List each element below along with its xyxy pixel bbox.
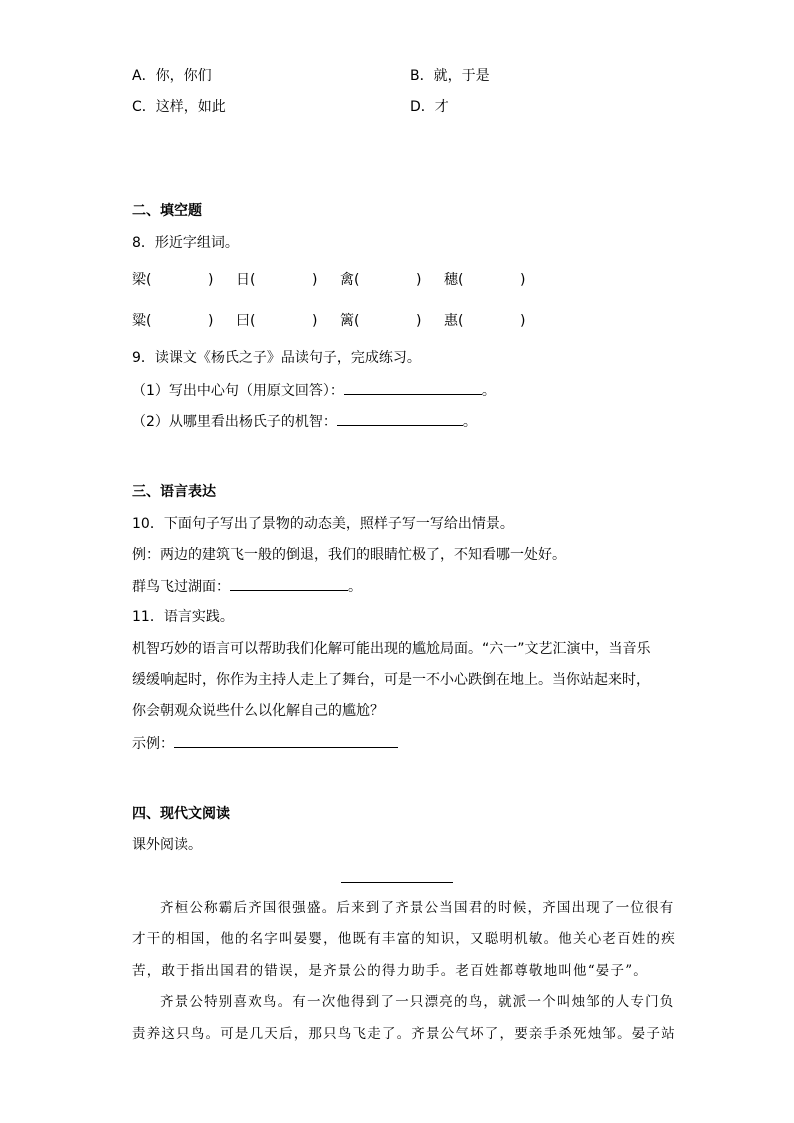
option-d: D．才 [410, 99, 449, 115]
word-cell-close: ) [312, 313, 318, 329]
question-9-stem: 9．读课文《杨氏之子》品读句子，完成练习。 [132, 350, 421, 366]
question-11-text-line-1: 机智巧妙的语言可以帮助我们化解可能出现的尴尬局面。“六一”文艺汇演中，当音乐 [132, 641, 651, 657]
word-cell-close: ) [416, 313, 422, 329]
passage-line-1: 齐桓公称霸后齐国很强盛。后来到了齐景公当国君的时候，齐国出现了一位很有 [160, 900, 675, 916]
answer-blank[interactable] [337, 411, 463, 426]
answer-blank[interactable] [230, 576, 348, 591]
question-9-part-1-label: （1）写出中心句（用原文回答）： [132, 383, 344, 399]
word-cell: 曰( [236, 313, 256, 329]
section-heading-modern-reading: 四、现代文阅读 [132, 806, 230, 822]
word-cell-close: ) [312, 272, 318, 288]
word-cell: 梁( [132, 272, 152, 288]
question-9-part-2-label: （2）从哪里看出杨氏子的机智： [132, 414, 337, 430]
word-cell: 粱( [132, 313, 152, 329]
period: 。 [348, 579, 362, 595]
word-cell-close: ) [208, 313, 214, 329]
question-10-example: 例：两边的建筑飞一般的倒退，我们的眼睛忙极了，不知看哪一处好。 [132, 547, 566, 563]
question-10-stem: 10．下面句子写出了景物的动态美，照样子写一写给出情景。 [132, 516, 514, 532]
question-10-prompt [132, 576, 362, 597]
passage-line-2: 才干的相国，他的名字叫晏婴，他既有丰富的知识，又聪明机敏。他关心老百姓的疾 [132, 931, 676, 947]
question-11-text-line-3: 你会朝观众说些什么以化解自己的尴尬？ [132, 703, 384, 719]
word-cell-close: ) [520, 313, 526, 329]
word-cell-close: ) [208, 272, 214, 288]
question-9-part-2 [132, 411, 477, 432]
word-row-2 [132, 311, 548, 331]
passage-line-4: 齐景公特别喜欢鸟。有一次他得到了一只漂亮的鸟，就派一个叫烛邹的人专门负 [160, 994, 675, 1010]
option-b: B．就，于是 [410, 68, 490, 84]
word-cell: 日( [236, 272, 256, 288]
passage-title-blank[interactable] [341, 882, 453, 883]
question-11-sample [132, 733, 398, 754]
word-cell: 篱( [340, 313, 360, 329]
question-8-stem: 8．形近字组词。 [132, 235, 239, 251]
passage-line-5: 责养这只鸟。可是几天后，那只鸟飞走了。齐景公气坏了，要亲手杀死烛邹。晏子站 [132, 1026, 676, 1042]
option-a: A．你，你们 [132, 68, 212, 84]
question-11-text-line-2: 缓缓响起时，你作为主持人走上了舞台，可是一不小心跌倒在地上。当你站起来时， [132, 672, 650, 688]
answer-blank[interactable] [174, 733, 398, 748]
word-cell: 禽( [340, 272, 360, 288]
word-cell-close: ) [520, 272, 526, 288]
section-heading-language-expression: 三、语言表达 [132, 484, 216, 500]
question-11-sample-label: 示例： [132, 736, 174, 752]
reading-intro: 课外阅读。 [132, 837, 202, 853]
passage-line-3: 苦，敢于指出国君的错误，是齐景公的得力助手。老百姓都尊敬地叫他“晏子”。 [132, 963, 649, 979]
period: 。 [462, 414, 477, 430]
option-c: C．这样，如此 [132, 99, 226, 115]
question-9-part-1 [132, 380, 496, 401]
word-cell-close: ) [416, 272, 422, 288]
question-10-prompt-label: 群鸟飞过湖面： [132, 579, 230, 595]
period: 。 [481, 383, 496, 399]
question-11-stem: 11．语言实践。 [132, 609, 234, 625]
answer-blank[interactable] [344, 380, 482, 395]
word-cell: 穗( [444, 272, 464, 288]
word-row-1 [132, 270, 548, 290]
word-cell: 惠( [444, 313, 464, 329]
section-heading-fill-blank: 二、填空题 [132, 203, 202, 219]
